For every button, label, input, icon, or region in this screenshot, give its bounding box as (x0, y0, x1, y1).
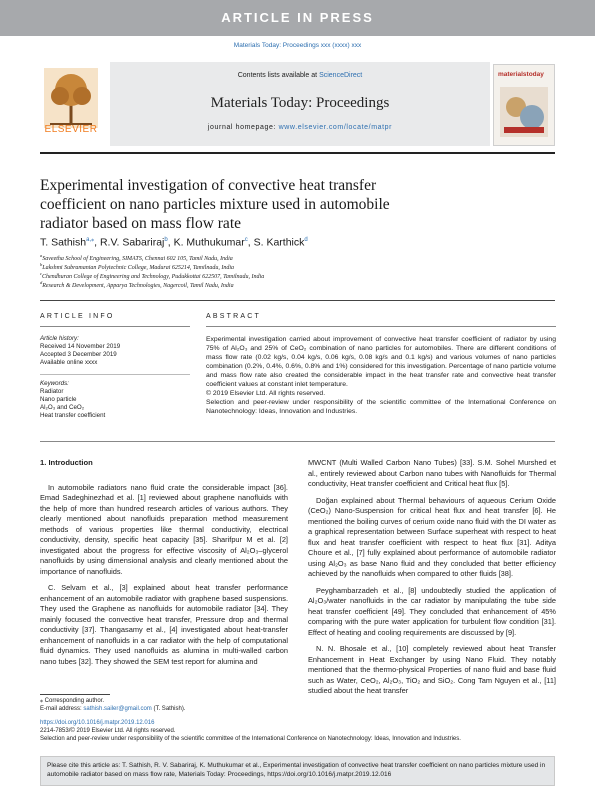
homepage-prefix: journal homepage: (207, 124, 279, 131)
affiliation (40, 262, 555, 271)
email-owner: (T. Sathish). (151, 706, 186, 712)
affiliation (40, 253, 555, 262)
affiliation-sup: b (40, 262, 43, 267)
keyword: Al₂O₃ and CeO₂ (40, 404, 85, 411)
cover-art-image (500, 87, 548, 137)
homepage-link[interactable]: www.elsevier.com/locate/matpr (278, 124, 393, 131)
author-sup: b (164, 237, 168, 243)
body-paragraph: N. N. Bhosale et al., [10] completely reviewed about heat Transfer Enhancement in Heat Exchanger by using Nano Fluid. They notably mentioned that the thermo-physical Properties of nano fluid and base fluid such as Water, CeO₂, Al₂O₃, TiO₂ and SiO₂. Cong Tam Nguyen et al., [11] studied about the heat transfer (308, 644, 556, 695)
body-paragraph: MWCNT (Multi Walled Carbon Nano Tubes) [33]. S.M. Sohel Murshed et al., entirely reviewed about Carbon nano tubes with Nanofluids for Thermal conductivity, Heat transfer coefficient and Critical heat flux [5]. (308, 458, 556, 488)
keyword: Nano particle (40, 396, 77, 403)
email-label: E-mail address: (40, 706, 84, 712)
email-footnote (40, 705, 290, 713)
author-name[interactable]: T. Sathish (40, 236, 87, 249)
divider (40, 374, 190, 375)
body-paragraph: Peyghambarzadeh et al., [8] undoubtedly studied the application of Al₂O₃/water nanofluids in the car radiator by manipulating the tube side heat transfer coefficient [49]. They concluded that enhancement of 45% comparing with the pure water application for turbulent flow condition [31]. Effect of heating and cooling requirements are discussed by [9]. (308, 585, 556, 637)
affiliation (40, 271, 555, 280)
divider (40, 441, 555, 442)
keywords (40, 380, 190, 420)
journal-header (40, 58, 555, 154)
affiliation-text: Research & Development, Apparya Technologies, Nagercoil, Tamil Nadu, India (42, 283, 234, 289)
abstract-label: ABSTRACT (206, 313, 261, 320)
affiliation-sup: a (40, 253, 43, 258)
journal-reference[interactable]: Materials Today: Proceedings xxx (xxxx) xxx (233, 42, 362, 49)
keyword: Radiator (40, 388, 64, 395)
affiliation-sup: c (40, 271, 42, 276)
affiliation-text: Saveetha School of Engineering, SIMATS, Chennai 602 105, Tamil Nadu, India (42, 256, 233, 262)
homepage-line (110, 124, 490, 131)
author-name[interactable]: R.V. Sabariraj (99, 236, 165, 249)
affiliation-text: Lakshmi Subramanian Polytechnic College, Madurai 625214, Tamilnadu, India (42, 265, 235, 271)
paper-title: Experimental investigation of convective heat transfer coefficient on nano particles mixture used in automobile radiator based on mass flow rate (40, 177, 390, 232)
author-name[interactable]: S. Karthick (253, 236, 305, 249)
left-column (40, 458, 288, 673)
article-history (40, 335, 190, 367)
history-item: Received 14 November 2019 (40, 343, 121, 350)
citation-box: Please cite this article as: T. Sathish, R. V. Sabariraj, K. Muthukumar et al., Experimental investigation of convective heat transfer coefficient on nano particles mixture used in automobile radiator based on mass flow rate, Materials Today: Proceedings, https://doi.org/10.1016/j.matpr.2019.12.016 (40, 756, 555, 786)
contents-prefix: Contents lists available at (237, 72, 320, 79)
elsevier-tree-logo (40, 66, 102, 148)
affiliation (40, 280, 555, 289)
keyword: Heat transfer coefficient (40, 412, 106, 419)
body-paragraph: Doğan explained about Thermal behaviours of aqueous Cerium Oxide (CeO₂) Nano-Suspension for critical heat flux and heat transfer [6]. He mentioned the boiling curves of cerium oxide nano fluid with the DI water as a graphical representation between Surface superheat with respect to heat flux and heat transfer coefficient with respect to heat flux [31]. Aditya Choure et al., [7] fully explained about performance of automobile radiator using Al₂O₃ as base Nano fluid and they concluded that better efficiency achieved by the nanofluids when compared to other fluids [38]. (308, 495, 556, 578)
author-sup: c (244, 237, 248, 243)
email-link[interactable]: sathish.sailer@gmail.com (83, 706, 152, 712)
right-column (308, 458, 556, 703)
divider (206, 326, 556, 327)
journal-title: Materials Today: Proceedings (210, 95, 390, 111)
article-in-press-banner: ARTICLE IN PRESS (0, 0, 595, 36)
keywords-label: Keywords: (40, 380, 69, 387)
history-label: Article history: (40, 335, 79, 342)
journal-cover-thumbnail (493, 64, 555, 146)
divider (40, 326, 190, 327)
author-sup: d (304, 237, 308, 243)
elsevier-wordmark: ELSEVIER (44, 124, 98, 135)
article-info-label: ARTICLE INFO (40, 313, 115, 320)
author-sup: a,⁎ (86, 237, 95, 243)
body-paragraph: C. Selvam et al., [3] explained about heat transfer performance enhancement of an automobile radiator with graphene based suspensions. They used the Graphene as nanofluids for automobile radiator [34]. They mainly focused the convective heat transfer, Pressure drop and thermal conductivity [37]. Thangasamy et al., [4] investigated about heat-transfer enhancement of nanofluids in a car radiator with the help of computational fluid dynamics. They used nanofluids as alumina in multi-walled carbon nano tubes [32]. They showed the SEM test report for alumina and (40, 583, 288, 666)
affiliation-text: Chendhuran College of Engineering and Technology, Pudukkottai 622507, Tamilnadu, India (42, 274, 265, 280)
abstract-body (206, 335, 556, 416)
divider (40, 300, 555, 301)
abstract-selection: Selection and peer-review under responsibility of the scientific committee of the International Conference on Nanotechnology: Ideas, Innovation and Industries. (206, 399, 556, 415)
contents-line (110, 72, 490, 79)
history-item: Available online xxxx (40, 359, 98, 366)
abstract-copyright: © 2019 Elsevier Ltd. All rights reserved. (206, 390, 326, 397)
footnote-divider (40, 694, 110, 695)
cover-brand: materialstoday (498, 71, 544, 78)
section-heading: 1. Introduction (40, 458, 93, 467)
journal-header-center (110, 62, 490, 146)
corresponding-author-note: ⁎ Corresponding author. (40, 698, 105, 704)
affiliation-sup: d (40, 280, 43, 285)
issn-line: 2214-7853/© 2019 Elsevier Ltd. All rights reserved. (40, 728, 176, 734)
history-item: Accepted 3 December 2019 (40, 351, 117, 358)
doi-link[interactable]: https://doi.org/10.1016/j.matpr.2019.12.016 (40, 720, 155, 726)
abstract-paragraph: Experimental investigation carried about improvement of convective heat transfer coefficient of radiator by using 75% of Al₂O₃ and 25% of CeO₂ combination of nano particles for automobiles. There are different conditions of mass flow rate (0.02 kg/s, 0.04 kg/s, 0.06 kg/s, 0.08 kg/s and 0.1 kg/s) and various volumes of nano particles combination (0.2%, 0.4%, 0.6%, 0.8% and 1%) considered for this investigation. Percentage of nano particle volume and mass flow rate also created the considerable impact in the heat transfer rate and convective heat transfer coefficient values at constant inlet temperature. (206, 336, 556, 388)
author-name[interactable]: K. Muthukumar (173, 236, 245, 249)
sciencedirect-link[interactable]: ScienceDirect (319, 72, 363, 79)
selection-footnote: Selection and peer-review under responsibility of the scientific committee of the International Conference on Nanotechnology: Ideas, Innovation and Industries. (40, 736, 461, 742)
body-paragraph: In automobile radiators nano fluid crate the considerable impact [36]. Emad Sadeghinezhad et al. [1] reviewed about graphene nanofluids with the help of more than hundred research articles of various authors. They clearly mentioned about nanofluids preparation method measurement methods of various properties like thermal conductivity, electrical conductivity, density, specific heat capacity [35]. Sharifpur M et al. [2] investigated about the progress for effective viscosity of Al₂O₃–glycerol nanofluids by using dimensional analysis and clearly mentioned about the importance of nanofluids. (40, 482, 288, 576)
author-list: T. Sathish$^{a,⁎}$, R.V. Sabariraj$^b$, K. Muthukumar$^c$, S. Karthick$^d$ (40, 236, 308, 249)
